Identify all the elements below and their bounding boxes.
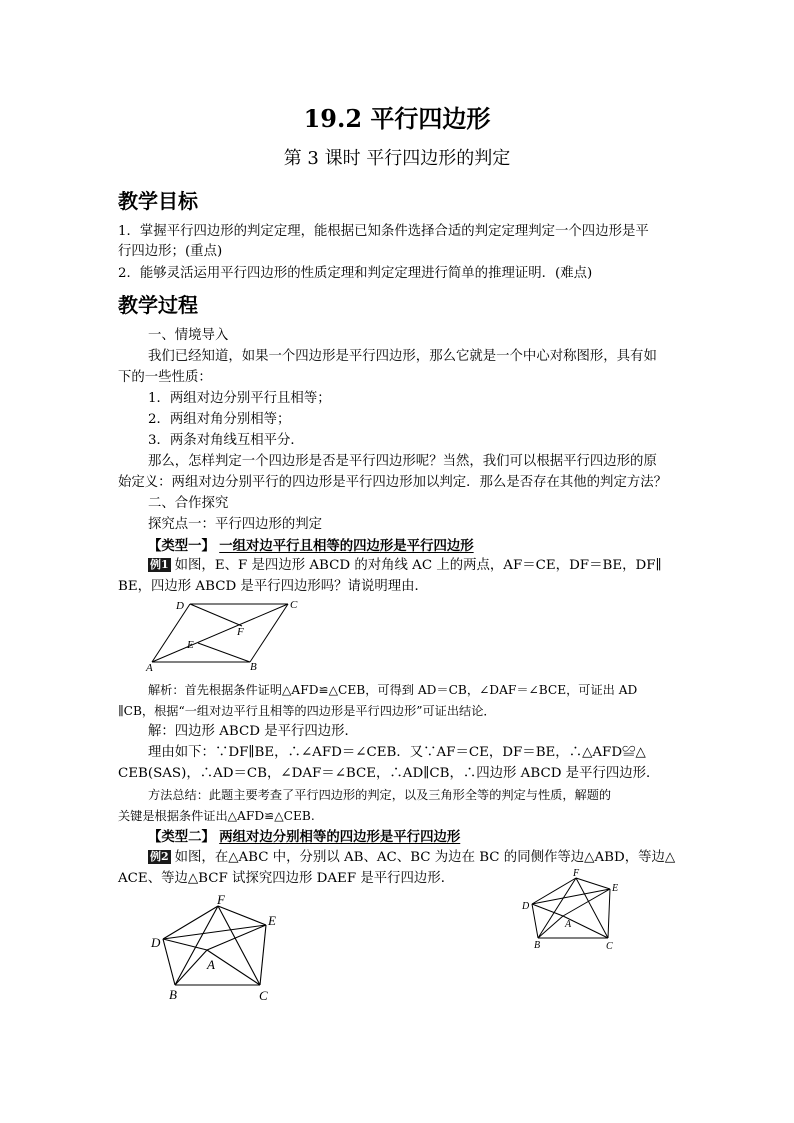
property-item-3: 3．两条对角线互相平分．	[148, 433, 304, 448]
type-2-title: 两组对边分别相等的四边形是平行四边形	[219, 829, 461, 845]
subsection-title-explore: 二、合作探究	[148, 496, 229, 511]
type-1-label: 【类型一】	[148, 538, 215, 554]
goal-item-1-line-1: 1．掌握平行四边形的判定定理，能根据已知条件选择合适的判定定理判定一个四边形是平	[118, 224, 649, 239]
paragraph-line: 我们已经知道，如果一个四边形是平行四边形，那么它就是一个中心对称图形，具有如	[148, 349, 657, 364]
point-label-c: C	[290, 599, 298, 611]
point-label-b: B	[534, 940, 541, 951]
property-item-2: 2．两组对角分别相等；	[148, 412, 291, 427]
example-1-text: 如图，E、F 是四边形 ABCD 的对角线 AC 上的两点，AF＝CE，DF＝BE，DF∥	[174, 558, 662, 573]
example-1-line-1	[148, 556, 708, 576]
example-2-badge: 例2	[150, 850, 169, 863]
point-label-d: D	[151, 935, 161, 950]
method-summary-line-1: 方法总结：此题主要考查了平行四边形的判定，以及三角形全等的判定与性质，解题的	[148, 788, 612, 802]
paragraph-line: 始定义：两组对边分别平行的四边形是平行四边形加以判定．那么是否存在其他的判定方法？	[118, 475, 668, 490]
type-2-heading	[148, 827, 708, 848]
paragraph-line: 那么，怎样判定一个四边形是否是平行四边形呢？当然，我们可以根据平行四边形的原	[148, 454, 657, 469]
example-2-text: 如图，在△ABC 中，分别以 AB、AC、BC 为边在 BC 的同侧作等边△ABD，等边△	[174, 850, 676, 865]
solution-line-1: 解：四边形 ABCD 是平行四边形．	[148, 724, 358, 739]
figure-equilateral-triangles-large	[145, 890, 295, 1010]
page-subtitle: 第 3 课时 平行四边形的判定	[283, 148, 511, 169]
point-label-c: C	[606, 941, 613, 952]
explore-point-title: 探究点一：平行四边形的判定	[148, 517, 323, 532]
type-1-title: 一组对边平行且相等的四边形是平行四边形	[219, 538, 474, 554]
figure-parallelogram-abcd	[140, 596, 300, 676]
paragraph-line: 下的一些性质：	[118, 370, 212, 385]
point-label-d: D	[522, 901, 530, 912]
point-label-e: E	[612, 883, 619, 894]
page-title: 19.2 平行四边形	[303, 104, 491, 133]
point-label-a: A	[207, 957, 215, 972]
example-2-line-2: ACE、等边△BCF 试探究四边形 DAEF 是平行四边形．	[118, 871, 455, 886]
solution-line-2: 理由如下：∵DF∥BE，∴∠AFD＝∠CEB．又∵AF＝CE，DF＝BE，∴△AFD≌△	[148, 745, 646, 760]
point-label-f: F	[237, 626, 244, 638]
point-label-e: E	[268, 913, 276, 928]
point-label-a: A	[146, 662, 153, 674]
point-label-e: E	[187, 639, 194, 651]
point-label-b: B	[250, 661, 257, 673]
section-heading-goals: 教学目标	[118, 189, 198, 213]
point-label-c: C	[259, 988, 268, 1003]
type-1-heading	[148, 536, 708, 557]
section-heading-process: 教学过程	[118, 293, 198, 317]
analysis-line-2: ∥CB，根据“一组对边平行且相等的四边形是平行四边形”可证出结论．	[118, 704, 496, 718]
example-1-badge: 例1	[150, 558, 169, 571]
solution-line-3: CEB(SAS)，∴AD＝CB，∠DAF＝∠BCE，∴AD∥CB，∴四边形 ABCD 是平行四边形．	[118, 766, 660, 781]
goal-item-1-line-2: 行四边形；(重点)	[118, 244, 223, 259]
type-2-label: 【类型二】	[148, 829, 215, 845]
point-label-a: A	[565, 919, 572, 930]
point-label-f: F	[217, 892, 225, 907]
method-summary-line-2: 关键是根据条件证出△AFD≌△CEB.	[118, 809, 315, 823]
goal-item-2: 2．能够灵活运用平行四边形的性质定理和判定定理进行简单的推理证明．(难点)	[118, 266, 593, 281]
point-label-b: B	[169, 987, 177, 1002]
analysis-line-1: 解析：首先根据条件证明△AFD≌△CEB，可得到 AD＝CB，∠DAF＝∠BCE，可证出 AD	[148, 683, 638, 697]
subsection-title-intro: 一、情境导入	[148, 328, 229, 343]
example-1-line-2: BE，四边形 ABCD 是平行四边形吗？请说明理由．	[118, 579, 428, 594]
point-label-f: F	[573, 868, 580, 879]
property-item-1: 1．两组对边分别平行且相等；	[148, 391, 331, 406]
point-label-d: D	[176, 600, 184, 612]
figure-equilateral-triangles-small	[518, 864, 628, 954]
